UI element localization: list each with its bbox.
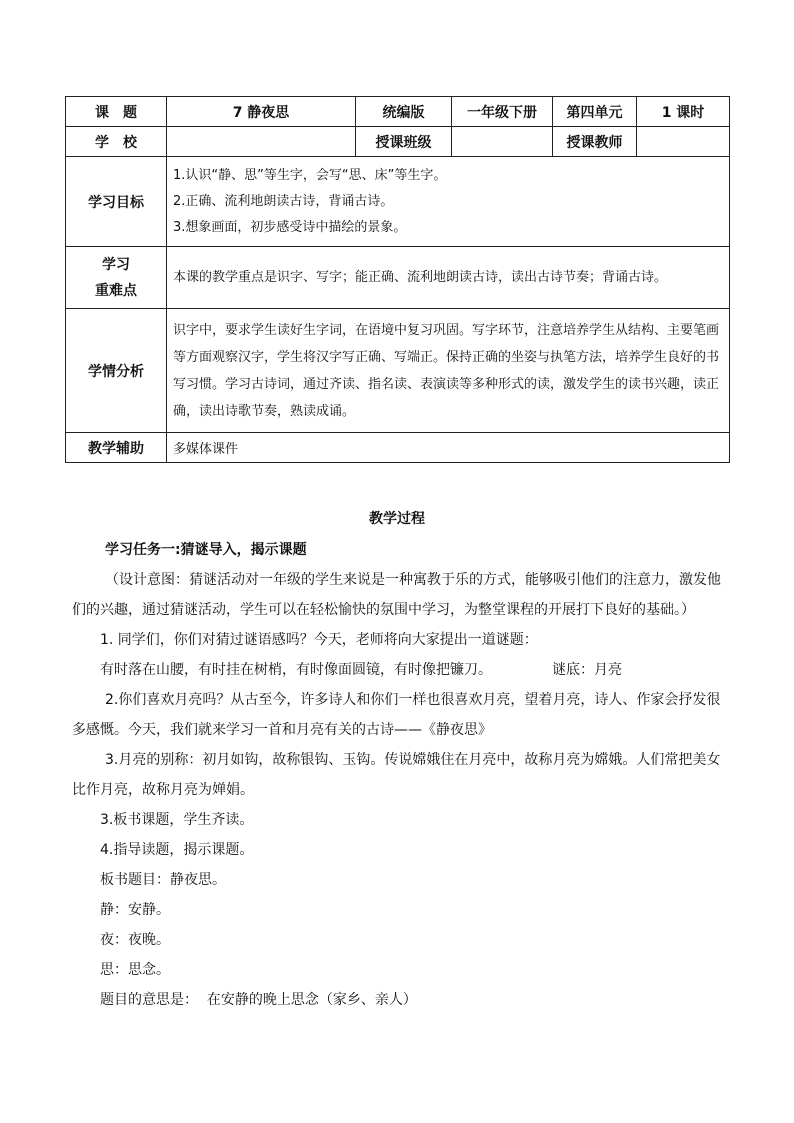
class-value bbox=[452, 127, 553, 157]
goal-item: 1.认识“静、思”等生字，会写“思、床”等生字。 bbox=[173, 167, 447, 183]
goal-item: 2.正确、流利地朗读古诗，背诵古诗。 bbox=[173, 193, 394, 209]
word-ye: 夜：夜晚。 bbox=[100, 932, 170, 948]
step4: 4.指导读题，揭示课题。 bbox=[100, 842, 254, 858]
teacher-value bbox=[637, 127, 730, 157]
goal-item: 3.想象画面，初步感受诗中描绘的景象。 bbox=[173, 219, 407, 235]
lesson-label: 课 题 bbox=[66, 97, 167, 127]
aids-label: 教学辅助 bbox=[66, 433, 167, 463]
goals-label: 学习目标 bbox=[66, 157, 167, 247]
row-key-points bbox=[66, 247, 730, 309]
step2: 2.你们喜欢月亮吗？从古至今，许多诗人和你们一样也很喜欢月亮，望着月亮，诗人、作家会抒发很多感慨。今天，我们就来学习一首和月亮有关的古诗——《静夜思》 bbox=[72, 692, 721, 738]
riddle-answer: 谜底：月亮 bbox=[552, 662, 622, 678]
grade-cell: 一年级下册 bbox=[452, 97, 553, 127]
key-points-label-line2: 重难点 bbox=[95, 282, 137, 299]
word-si: 思：思念。 bbox=[100, 962, 170, 978]
analysis-label: 学情分析 bbox=[66, 309, 167, 433]
step1: 1. 同学们，你们对猜过谜语感吗？今天，老师将向大家提出一道谜题： bbox=[100, 632, 538, 648]
key-points-text: 本课的教学重点是识字、写字；能正确、流利地朗读古诗，读出古诗节奏；背诵古诗。 bbox=[167, 247, 730, 309]
design-intent: （设计意图：猜谜活动对一年级的学生来说是一种寓教于乐的方式，能够吸引他们的注意力，激发他们的兴趣，通过猜谜活动，学生可以在轻松愉快的氛围中学习，为整堂课程的开展打下良好的基础。） bbox=[72, 572, 721, 618]
riddle-line bbox=[72, 655, 732, 685]
task1-heading: 学习任务一:猜谜导入，揭示课题 bbox=[105, 542, 307, 558]
word-jing: 静：安静。 bbox=[100, 902, 170, 918]
school-value bbox=[167, 127, 356, 157]
row-lesson bbox=[66, 97, 730, 127]
lesson-title: 7 静夜思 bbox=[167, 97, 356, 127]
lesson-info-table bbox=[65, 96, 730, 463]
row-aids bbox=[66, 433, 730, 463]
row-school bbox=[66, 127, 730, 157]
goals-list bbox=[167, 157, 730, 247]
row-goals bbox=[66, 157, 730, 247]
edition-cell: 统编版 bbox=[356, 97, 452, 127]
title-meaning: 题目的意思是： 在安静的晚上思念（家乡、亲人） bbox=[100, 992, 417, 1008]
key-points-label bbox=[66, 247, 167, 309]
board-title: 板书题目：静夜思。 bbox=[100, 872, 226, 888]
step3b: 3.板书课题，学生齐读。 bbox=[100, 812, 254, 828]
riddle-text: 有时落在山腰，有时挂在树梢，有时像面圆镜，有时像把镰刀。 bbox=[100, 662, 492, 678]
key-points-label-line1: 学习 bbox=[102, 256, 130, 273]
hours-cell: 1 课时 bbox=[637, 97, 730, 127]
aids-text: 多媒体课件 bbox=[167, 433, 730, 463]
step3: 3.月亮的别称：初月如钩，故称银钩、玉钩。传说嫦娥住在月亮中，故称月亮为嫦娥。人们常把美女比作月亮，故称月亮为婵娟。 bbox=[72, 752, 721, 798]
process-title: 教学过程 bbox=[369, 511, 425, 527]
analysis-text: 识字中，要求学生读好生字词，在语境中复习巩固。写字环节，注意培养学生从结构、主要笔画等方面观察汉字，学生将汉字写正确、写端正。保持正确的坐姿与执笔方法，培养学生良好的书写习惯。学习古诗词，通过齐读、指名读、表演读等多种形式的读，激发学生的读书兴趣，读正确，读出诗歌节奏，熟读成诵。 bbox=[167, 309, 730, 433]
row-analysis bbox=[66, 309, 730, 433]
unit-cell: 第四单元 bbox=[553, 97, 637, 127]
school-label: 学 校 bbox=[66, 127, 167, 157]
class-label: 授课班级 bbox=[356, 127, 452, 157]
teacher-label: 授课教师 bbox=[553, 127, 637, 157]
process-body bbox=[72, 535, 732, 1015]
